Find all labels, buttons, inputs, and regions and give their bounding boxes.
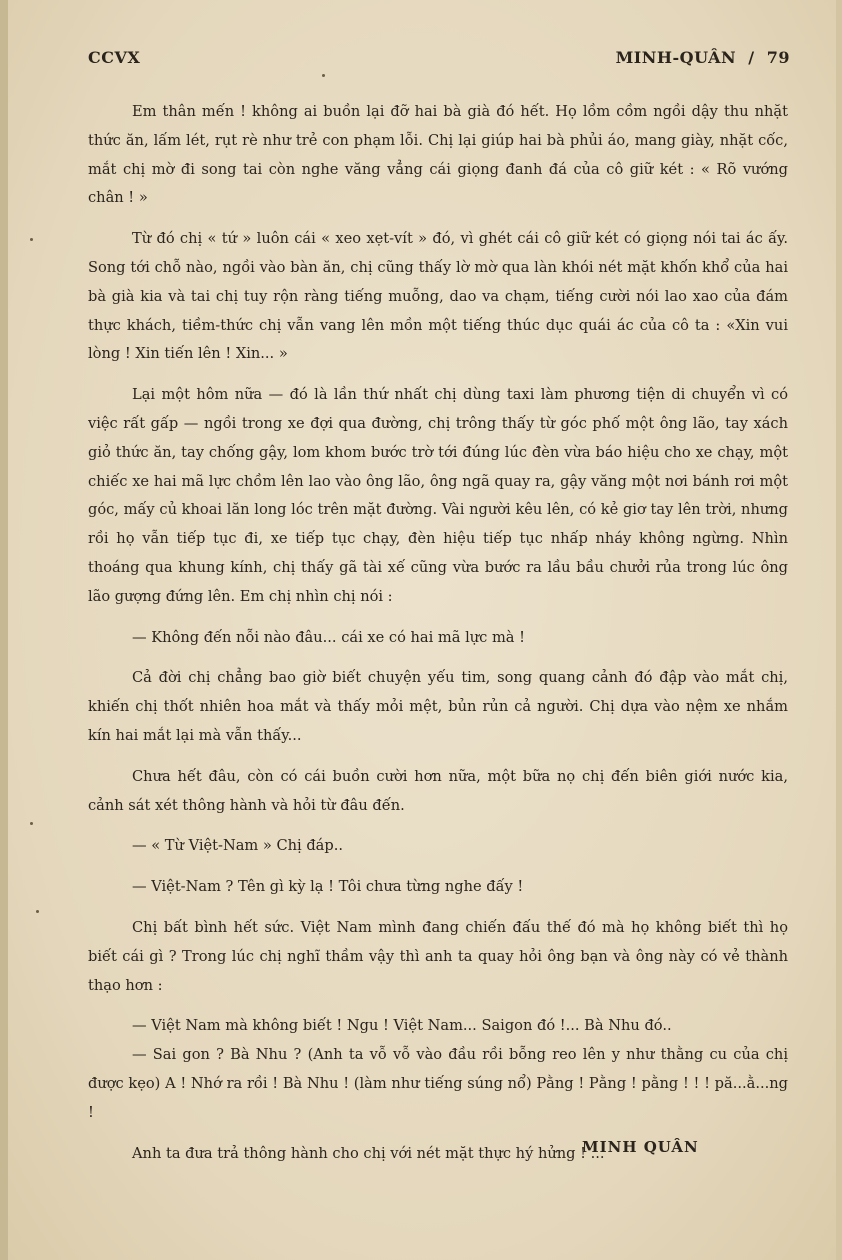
- paragraph-7: Anh ta đưa trả thông hành cho chị với nét mặt thực hý hửng ! ...: [132, 1144, 605, 1162]
- paper-speck: [322, 74, 325, 77]
- dialogue-line-3: — Việt-Nam ? Tên gì kỳ lạ ! Tôi chưa từng nghe đấy !: [132, 878, 524, 896]
- paragraph-2: Từ đó chị « tứ » luôn cái « xeo xẹt-vít » đó, vì ghét cái cô giữ két có giọng nói tai ác ấy. Song tới chỗ nào, ngồi vào bàn ăn, chị cũng thấy lờ mờ qua làn khói nét mặt khốn khổ của hai bà già kia và tai chị tuy rộn ràng tiếng muỗng, dao va chạm, tiếng cười nói lao xao của đám thực khách, tiềm-thức chị vẫn vang lên mồn một tiếng thúc dục quái ác của cô ta : «Xin vui lòng ! Xin tiến lên ! Xin... »: [88, 230, 788, 363]
- paper-speck: [36, 910, 39, 913]
- running-header: [88, 48, 790, 72]
- paragraph-5: Chưa hết đâu, còn có cái buồn cười hơn nữa, một bữa nọ chị đến biên giới nước kia, cảnh sát xét thông hành và hỏi từ đâu đến.: [88, 767, 788, 814]
- dialogue-line-2: — « Từ Việt-Nam » Chị đáp..: [132, 837, 344, 855]
- header-right-author-page: MINH-QUÂN / 79: [615, 48, 790, 67]
- header-left-title: CCVX: [88, 48, 141, 67]
- author-signature: MINH QUÂN: [582, 1138, 699, 1156]
- page-edge-right: [836, 0, 842, 1260]
- paragraph-4: Cả đời chị chẳng bao giờ biết chuyện yếu tim, song quang cảnh đó đập vào mắt chị, khiến chị thốt nhiên hoa mắt và thấy mỏi mệt, bủn rủn cả người. Chị dựa vào nệm xe nhắm kín hai mắt lại mà vẫn thấy...: [88, 669, 788, 744]
- dialogue-line-5: — Sai gon ? Bà Nhu ? (Anh ta vỗ vỗ vào đầu rồi bỗng reo lên y như thằng cu của chị được kẹo) A ! Nhớ ra rồi ! Bà Nhu ! (làm như tiếng súng nổ) Pằng ! Pằng ! pằng ! ! ! pă...ằ...ng !: [88, 1046, 788, 1121]
- paper-speck: [30, 822, 33, 825]
- paragraph-1: Em thân mến ! không ai buồn lại đỡ hai bà già đó hết. Họ lồm cồm ngồi dậy thu nhặt thức ăn, lấm lét, rụt rè như trẻ con phạm lỗi. Chị lại giúp hai bà phủi áo, mang giày, nhặt cốc, mắt chị mờ đi song tai còn nghe văng vẳng cái giọng đanh đá của cô giữ két : « Rõ vướng chân ! »: [88, 103, 788, 207]
- body-text: [88, 98, 788, 1168]
- dialogue-line-1: — Không đến nỗi nào đâu... cái xe có hai mã lực mà !: [132, 628, 526, 646]
- page-edge-left: [0, 0, 8, 1260]
- dialogue-line-4: — Việt Nam mà không biết ! Ngu ! Việt Nam... Saigon đó !... Bà Nhu đó..: [132, 1017, 672, 1035]
- paragraph-3: Lại một hôm nữa — đó là lần thứ nhất chị dùng taxi làm phương tiện di chuyển vì có việc rất gấp — ngồi trong xe đợi qua đường, chị trông thấy từ góc phố một ông lão, tay xách giỏ thức ăn, tay chống gậy, lom khom bước trờ tới đúng lúc đèn vừa báo hiệu cho xe chạy, một chiếc xe hai mã lực chồm lên lao vào ông lão, ông ngã quay ra, gậy văng một nơi bánh rơi một góc, mấy củ khoai lăn long lóc trên mặt đường. Vài người kêu lên, có kẻ giơ tay lên trời, nhưng rồi họ vẫn tiếp tục đi, xe tiếp tục chạy, đèn hiệu tiếp tục nhấp nháy không ngừng. Nhìn thoáng qua khung kính, chị thấy gã tài xế cũng vừa bước ra lầu bầu chưởi rủa trong lúc ông lão gượng đứng lên. Em chị nhìn chị nói :: [88, 386, 788, 605]
- paragraph-6: Chị bất bình hết sức. Việt Nam mình đang chiến đấu thế đó mà họ không biết thì họ biết cái gì ? Trong lúc chị nghĩ thầm vậy thì anh ta quay hỏi ông bạn và ông này có vẻ thành thạo hơn :: [88, 918, 788, 994]
- paper-speck: [30, 238, 33, 241]
